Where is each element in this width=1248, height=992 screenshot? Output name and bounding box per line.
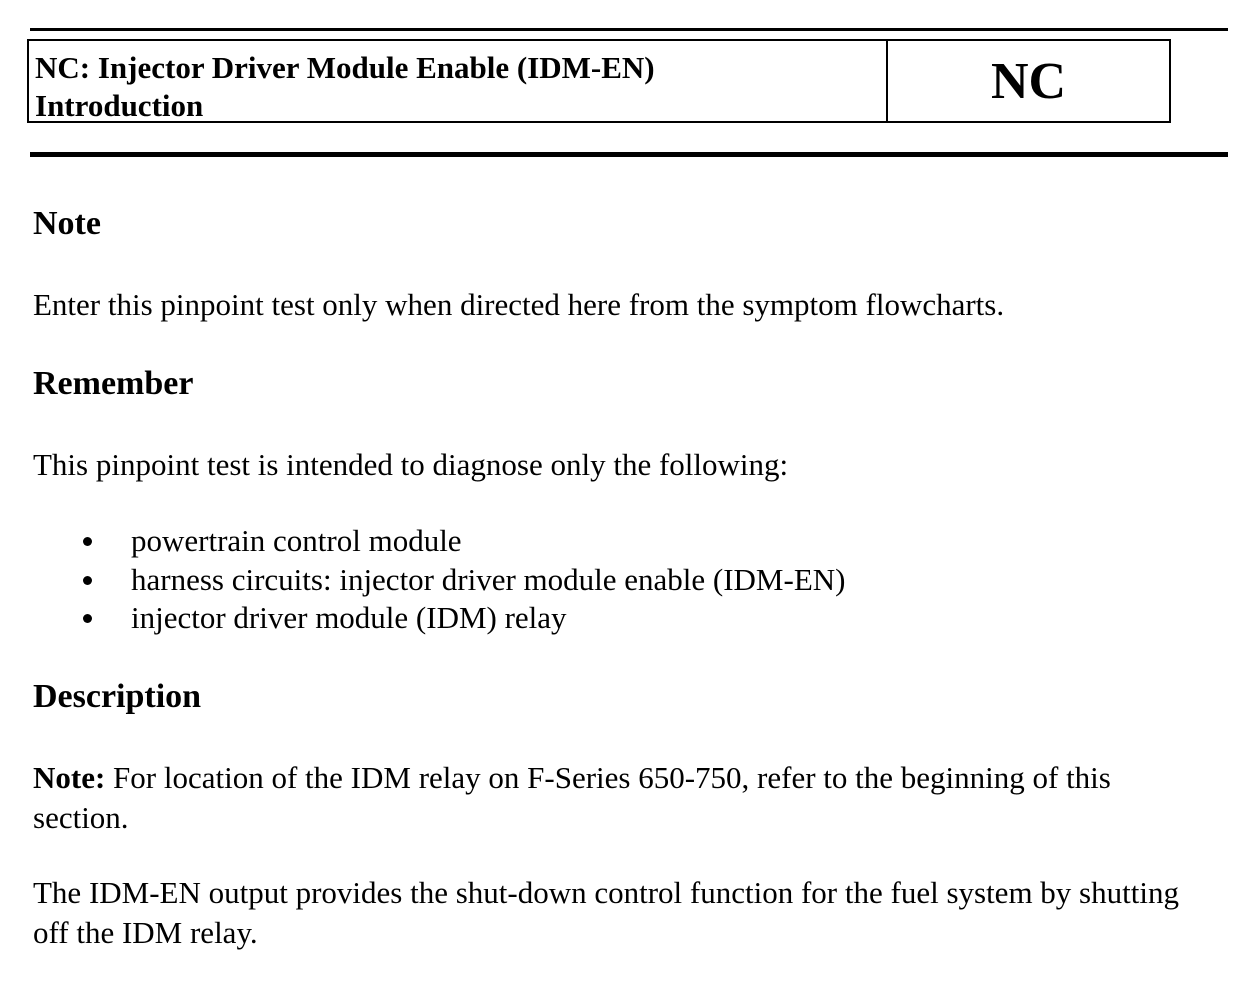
list-item [33,561,845,600]
header-title-line1: NC: Injector Driver Module Enable (IDM-EN) [35,50,655,85]
description-heading: Description [33,678,202,715]
bullet-icon [83,614,92,623]
header-table [27,39,1171,123]
note-text: Enter this pinpoint test only when directed here from the symptom flowcharts. [33,287,1005,322]
header-code-cell [888,41,1169,121]
remember-text: This pinpoint test is intended to diagnose only the following: [33,447,789,482]
description-note-text: For location of the IDM relay on F-Series 650-750, refer to the beginning of this section. [33,760,1111,835]
list-item-text: powertrain control module [131,523,462,558]
list-item [33,522,845,561]
list-item-text: injector driver module (IDM) relay [131,600,567,635]
diagnose-list [33,522,845,638]
description-note-label: Note: [33,760,106,795]
note-heading: Note [33,205,101,242]
bottom-rule [30,152,1228,157]
header-title-cell [29,41,888,121]
description-note [33,758,1213,838]
bullet-icon [83,537,92,546]
header-title-line2: Introduction [35,88,204,123]
remember-heading: Remember [33,365,194,402]
header-code: NC [990,52,1067,110]
description-text: The IDM-EN output provides the shut-down control function for the fuel system by shutting off the IDM relay. [33,875,1179,950]
bullet-icon [83,576,92,585]
top-rule [30,28,1228,31]
list-item [33,599,845,638]
list-item-text: harness circuits: injector driver module enable (IDM-EN) [131,561,846,597]
